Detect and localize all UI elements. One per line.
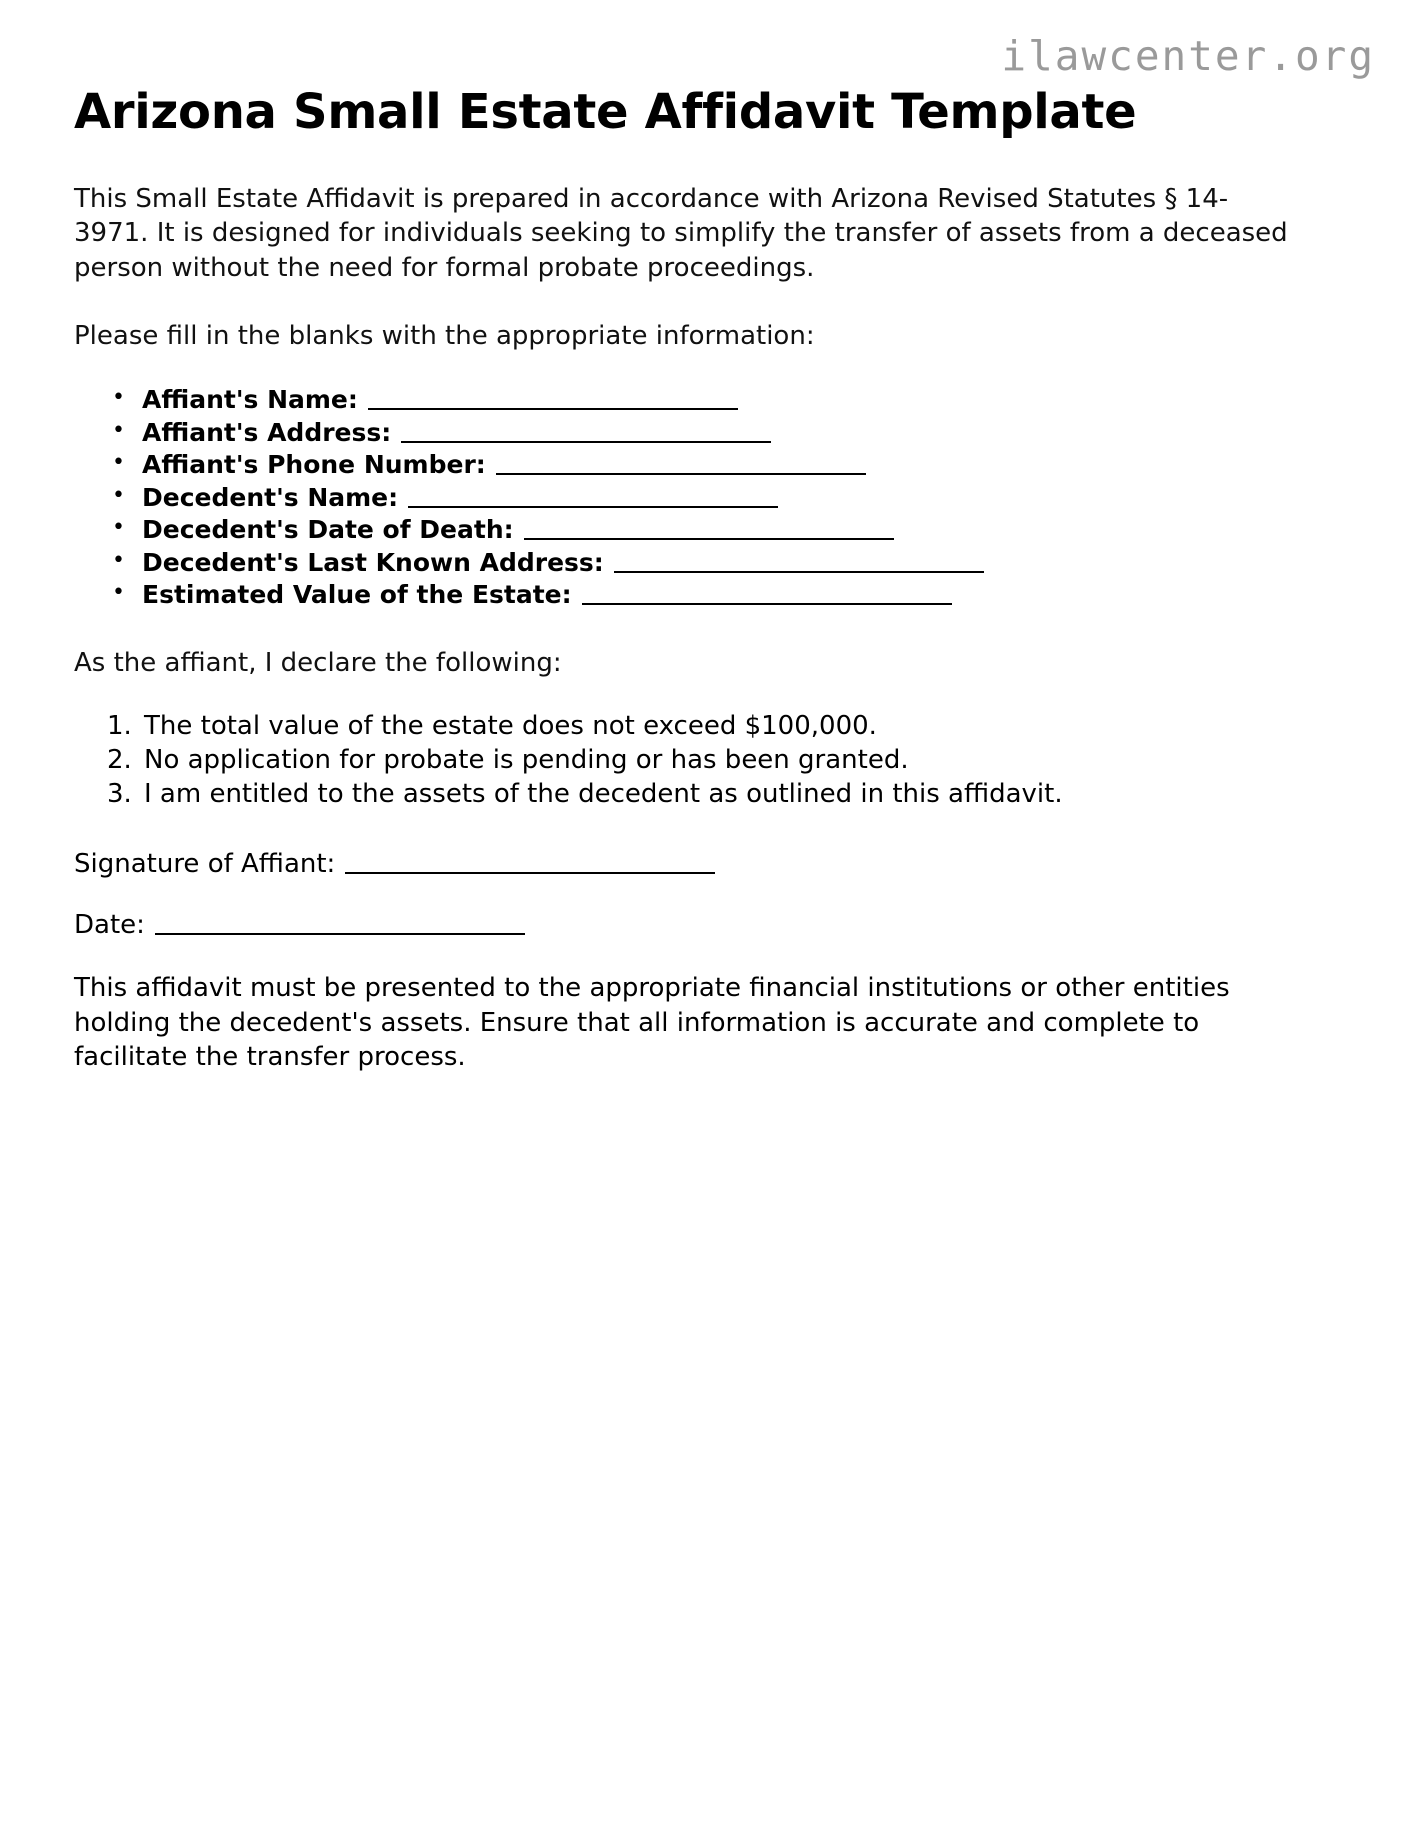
document-body [74,86,1304,1075]
field-row-affiant-address [74,417,1304,450]
field-blank-affiant-name[interactable] [368,388,738,410]
field-label: Decedent's Date of Death: [142,515,514,545]
signature-label: Signature of Affiant: [74,848,336,879]
date-label: Date: [74,910,145,941]
field-label: Estimated Value of the Estate: [142,580,572,610]
signature-blank[interactable] [345,852,715,874]
declarations-list [74,710,1304,811]
declaration-item: The total value of the estate does not exceed $100,000. [144,711,877,742]
closing-paragraph: This affidavit must be presented to the appropriate financial institutions or other entities holding the decedent's assets. Ensure that all information is accurate and complete to facilitate the transfer process. [74,973,1230,1073]
fill-instructions: Please fill in the blanks with the appropriate information: [74,321,815,352]
signature-row [74,848,1304,882]
site-watermark: ilawcenter.org [1001,32,1375,80]
intro-paragraph: This Small Estate Affidavit is prepared in accordance with Arizona Revised Statutes § 14-3971. It is designed for individuals seeking to simplify the transfer of assets from a deceased person without the need for formal probate proceedings. [74,183,1288,283]
date-row [74,909,1304,943]
field-label: Affiant's Name: [142,385,358,415]
field-blank-decedent-last-known-address[interactable] [614,551,984,573]
field-row-decedent-date-of-death [74,514,1304,547]
field-label: Decedent's Name: [142,482,399,512]
page-title: Arizona Small Estate Affidavit Template [74,84,1137,140]
field-blank-estimated-estate-value[interactable] [582,583,952,605]
field-row-affiant-name [74,384,1304,417]
field-blank-decedent-name[interactable] [408,486,778,508]
field-label: Decedent's Last Known Address: [142,547,604,577]
declaration-item: I am entitled to the assets of the decedent as outlined in this affidavit. [144,778,1063,809]
declaration-prompt: As the affiant, I declare the following: [74,647,562,678]
field-blank-affiant-phone[interactable] [496,453,866,475]
fill-in-fields-list [74,384,1304,612]
date-blank[interactable] [155,913,525,935]
field-row-decedent-name [74,482,1304,515]
field-row-estimated-estate-value [74,579,1304,612]
field-label: Affiant's Phone Number: [142,450,486,480]
field-blank-decedent-date-of-death[interactable] [524,518,894,540]
field-label: Affiant's Address: [142,417,392,447]
declaration-item: No application for probate is pending or has been granted. [144,744,909,775]
field-blank-affiant-address[interactable] [401,421,771,443]
field-row-decedent-last-known-address [74,547,1304,580]
field-row-affiant-phone [74,449,1304,482]
